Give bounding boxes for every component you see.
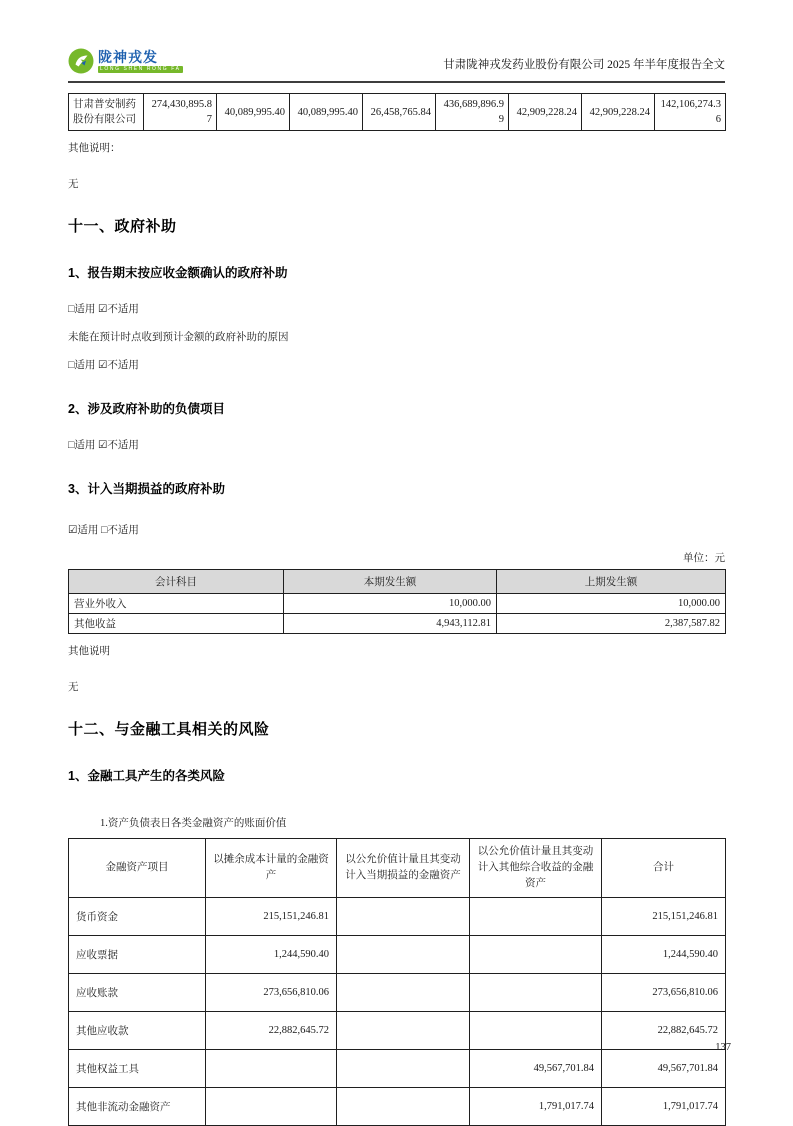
other-note-value: 无 <box>68 682 79 694</box>
value-cell <box>470 897 602 935</box>
asset-item-cell: 其他权益工具 <box>69 1049 206 1087</box>
logo-cn-text: 陇神戎发 <box>98 48 158 65</box>
value-cell: 273,656,810.06 <box>602 973 726 1011</box>
section-11-sub2-title: 2、涉及政府补助的负债项目 <box>68 402 225 417</box>
section-11-title: 十一、政府补助 <box>68 218 177 236</box>
table-header-row <box>69 570 726 594</box>
company-logo-text <box>98 50 183 73</box>
applicability-checkboxes: □适用 ☑不适用 <box>68 304 139 316</box>
value-cell: 42,909,228.24 <box>509 94 582 131</box>
section-12-title: 十二、与金融工具相关的风险 <box>68 721 270 739</box>
value-cell: 10,000.00 <box>497 594 726 614</box>
column-header: 以公允价值计量且其变动计入其他综合收益的金融资产 <box>470 839 602 897</box>
value-cell <box>337 973 470 1011</box>
value-cell: 40,089,995.40 <box>290 94 363 131</box>
page-header <box>68 48 725 83</box>
value-cell <box>337 935 470 973</box>
applicability-checkboxes: □适用 ☑不适用 <box>68 360 139 372</box>
financial-assets-table <box>68 838 726 1125</box>
table-row <box>69 973 726 1011</box>
value-cell: 2,387,587.82 <box>497 614 726 634</box>
document-title: 甘肃陇神戎发药业股份有限公司 2025 年半年度报告全文 <box>443 59 725 71</box>
asset-item-cell: 应收账款 <box>69 973 206 1011</box>
value-cell: 274,430,895.87 <box>144 94 217 131</box>
value-cell <box>206 1049 337 1087</box>
company-logo <box>68 48 183 74</box>
column-header: 以摊余成本计量的金融资产 <box>206 839 337 897</box>
value-cell: 273,656,810.06 <box>206 973 337 1011</box>
value-cell <box>337 1011 470 1049</box>
section-11-sub1-title: 1、报告期末按应收金额确认的政府补助 <box>68 266 288 281</box>
subject-cell: 营业外收入 <box>69 594 284 614</box>
column-header: 以公允价值计量且其变动计入当期损益的金融资产 <box>337 839 470 897</box>
column-header: 合计 <box>602 839 726 897</box>
unit-label: 单位：元 <box>683 553 725 565</box>
value-cell: 215,151,246.81 <box>206 897 337 935</box>
carryover-table <box>68 93 726 131</box>
column-header: 会计科目 <box>69 570 284 594</box>
section-12-sub1-title: 1、金融工具产生的各类风险 <box>68 769 225 784</box>
asset-item-cell: 其他非流动金融资产 <box>69 1087 206 1125</box>
applicability-checkboxes: □适用 ☑不适用 <box>68 440 139 452</box>
table-row <box>69 1049 726 1087</box>
table-row <box>69 1087 726 1125</box>
value-cell: 142,106,274.36 <box>655 94 726 131</box>
value-cell: 26,458,765.84 <box>363 94 436 131</box>
value-cell: 1,244,590.40 <box>602 935 726 973</box>
subsidy-table <box>68 569 726 634</box>
value-cell: 436,689,896.99 <box>436 94 509 131</box>
value-cell: 49,567,701.84 <box>602 1049 726 1087</box>
value-cell <box>337 1087 470 1125</box>
applicability-checkboxes: ☑适用 □不适用 <box>68 525 139 537</box>
table-row <box>69 614 726 634</box>
value-cell <box>470 973 602 1011</box>
column-header: 金融资产项目 <box>69 839 206 897</box>
value-cell: 4,943,112.81 <box>284 614 497 634</box>
asset-item-cell: 其他应收款 <box>69 1011 206 1049</box>
value-cell: 49,567,701.84 <box>470 1049 602 1087</box>
subject-cell: 其他收益 <box>69 614 284 634</box>
subsidy-reason-label: 未能在预计时点收到预计金额的政府补助的原因 <box>68 332 289 344</box>
value-cell: 215,151,246.81 <box>602 897 726 935</box>
asset-item-cell: 应收票据 <box>69 935 206 973</box>
column-header: 上期发生额 <box>497 570 726 594</box>
value-cell <box>337 1049 470 1087</box>
value-cell: 40,089,995.40 <box>217 94 290 131</box>
other-note-label: 其他说明： <box>68 143 121 155</box>
value-cell: 22,882,645.72 <box>206 1011 337 1049</box>
value-cell <box>470 1011 602 1049</box>
logo-en-text: LONG SHEN RONG FA <box>100 65 181 72</box>
section-11-sub3-title: 3、计入当期损益的政府补助 <box>68 482 225 497</box>
asset-item-cell: 货币资金 <box>69 897 206 935</box>
value-cell <box>206 1087 337 1125</box>
value-cell: 42,909,228.24 <box>582 94 655 131</box>
company-logo-icon <box>68 48 94 74</box>
other-note-label: 其他说明 <box>68 646 110 658</box>
value-cell <box>470 935 602 973</box>
table-header-row <box>69 839 726 897</box>
company-name-cell: 甘肃普安制药股份有限公司 <box>69 94 144 131</box>
table-row <box>69 94 726 131</box>
value-cell: 1,244,590.40 <box>206 935 337 973</box>
value-cell: 1,791,017.74 <box>470 1087 602 1125</box>
value-cell: 10,000.00 <box>284 594 497 614</box>
other-note-value: 无 <box>68 179 79 191</box>
page-number: 137 <box>715 1042 731 1053</box>
value-cell <box>337 897 470 935</box>
column-header: 本期发生额 <box>284 570 497 594</box>
assets-table-caption: 1.资产负债表日各类金融资产的账面价值 <box>100 818 287 830</box>
table-row <box>69 594 726 614</box>
table-row <box>69 1011 726 1049</box>
table-row <box>69 897 726 935</box>
value-cell: 1,791,017.74 <box>602 1087 726 1125</box>
value-cell: 22,882,645.72 <box>602 1011 726 1049</box>
table-row <box>69 935 726 973</box>
